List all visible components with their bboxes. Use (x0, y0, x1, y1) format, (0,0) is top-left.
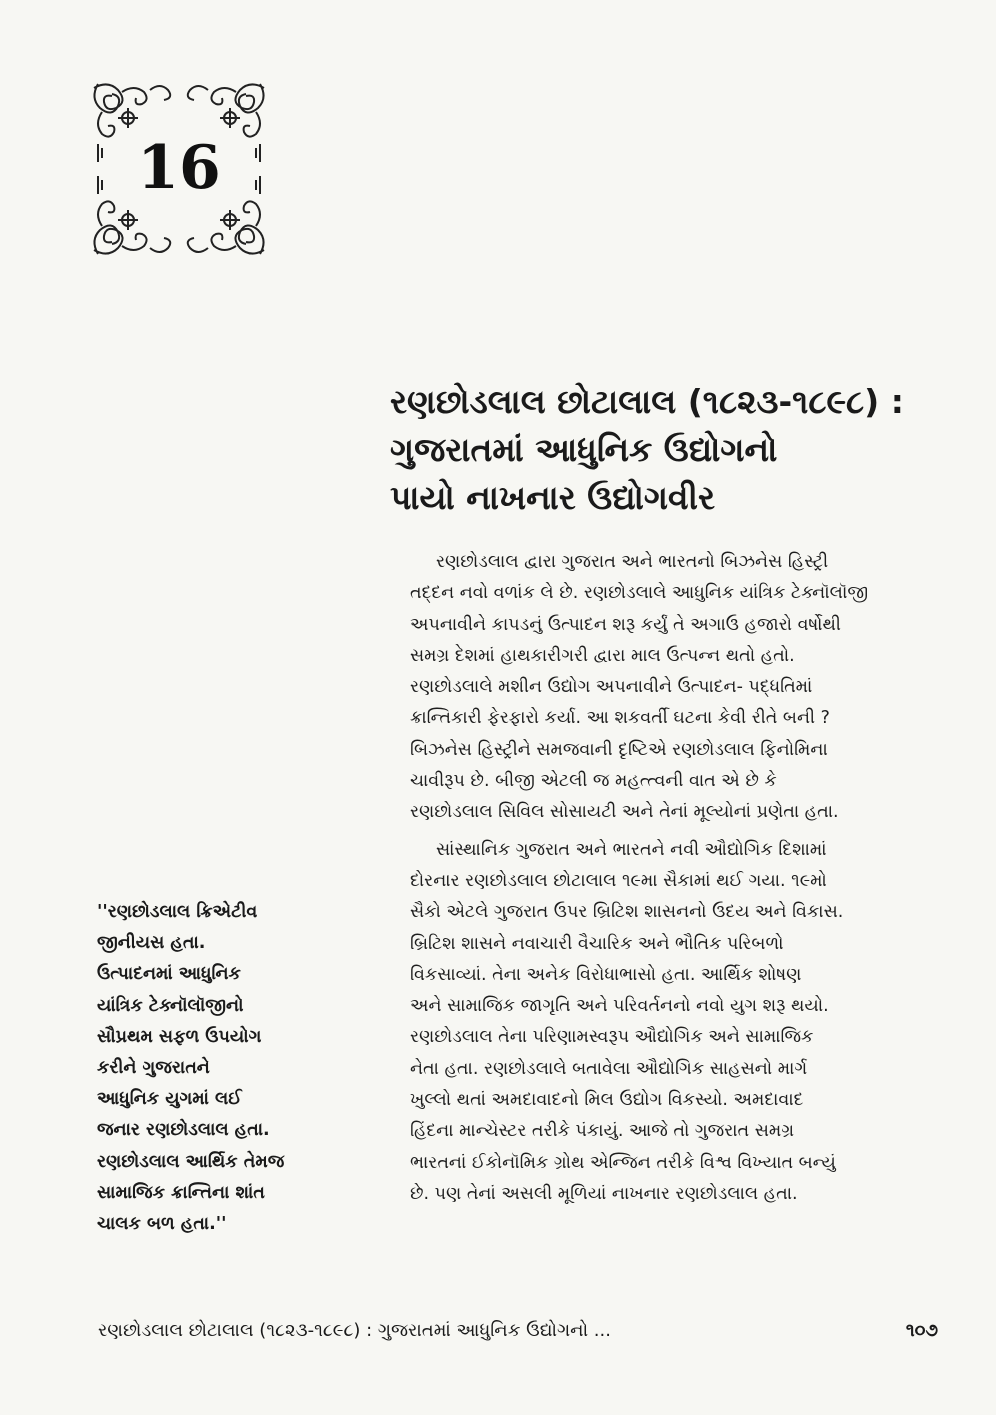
text-line: છે. પણ તેનાં અસલી મૂળિયાં નાખનાર રણછોડલાલ હતા. (410, 1183, 798, 1204)
page-number: ૧૦૭ (905, 1320, 938, 1341)
chapter-title-line: રણછોડલાલ છોટાલાલ (૧૮૨૩-૧૮૯૮) : (390, 382, 904, 421)
pull-quote-line: જનાર રણછોડલાલ હતા. (97, 1120, 270, 1141)
text-line: તદ્દન નવો વળાંક લે છે. રણછોડલાલે આધુનિક યાંત્રિક ટેક્નૉલૉજી (410, 583, 869, 604)
pull-quote-line: ચાલક બળ હતા.'' (97, 1214, 227, 1235)
paragraph (410, 547, 940, 829)
text-line: ક્રાન્તિકારી ફેરફારો કર્યા. આ શકવર્તી ઘટના કેવી રીતે બની ? (410, 708, 830, 729)
pull-quote-line: આધુનિક યુગમાં લઈ (97, 1089, 242, 1110)
chapter-title-line: પાયો નાખનાર ઉદ્યોગવીર (390, 478, 716, 517)
text-line: બ્રિટિશ શાસને નવાચારી વૈચારિક અને ભૌતિક પરિબળો (410, 933, 784, 954)
text-line: રણછોડલાલ દ્વારા ગુજરાત અને ભારતનો બિઝનેસ હિસ્ટ્રી (436, 552, 829, 572)
pull-quote-line: યાંત્રિક ટેક્નૉલૉજીનો (97, 995, 244, 1016)
text-line: ભારતનાં ઈકોનૉમિક ગ્રોથ એન્જિન તરીકે વિશ્વ વિખ્યાત બન્યું (410, 1152, 836, 1173)
text-line: બિઝનેસ હિસ્ટ્રીને સમજવાની દૃષ્ટિએ રણછોડલાલ ફિનોમિના (410, 739, 828, 760)
text-line: અને સામાજિક જાગૃતિ અને પરિવર્તનનો નવો યુગ શરૂ થયો. (410, 996, 829, 1017)
pull-quote-line: કરીને ગુજરાતને (97, 1058, 210, 1079)
pull-quote-line: રણછોડલાલ આર્થિક તેમજ (97, 1151, 285, 1172)
text-line: રણછોડલાલ તેના પરિણામસ્વરૂપ ઔદ્યોગિક અને સામાજિક (410, 1027, 814, 1048)
running-title: રણછોડલાલ છોટાલાલ (૧૮૨૩-૧૮૯૮) : ગુજરાતમાં આધુનિક ઉદ્યોગનો ... (98, 1320, 611, 1341)
chapter-number: 16 (137, 133, 221, 203)
chapter-title (390, 378, 950, 522)
page-footer (98, 1311, 938, 1351)
text-line: નેતા હતા. રણછોડલાલે બતાવેલા ઔદ્યોગિક સાહસનો માર્ગ (410, 1058, 808, 1079)
text-line: ખુલ્લો થતાં અમદાવાદનો મિલ ઉદ્યોગ વિકસ્યો. અમદાવાદ (410, 1090, 804, 1111)
paragraph (410, 835, 940, 1211)
text-line: હિંદના માન્ચેસ્ટર તરીકે પંકાયું. આજે તો ગુજરાત સમગ્ર (410, 1121, 795, 1142)
text-line: દોરનાર રણછોડલાલ છોટાલાલ ૧૯મા સૈકામાં થઈ ગયા. ૧૯મો (410, 870, 827, 891)
pull-quote (97, 897, 367, 1240)
pull-quote-line: ''રણછોડલાલ ક્રિએટીવ (97, 902, 258, 922)
text-line: રણછોડલાલે મશીન ઉદ્યોગ અપનાવીને ઉત્પાદન- પદ્ધતિમાં (410, 677, 813, 698)
text-line: સાંસ્થાનિક ગુજરાત અને ભારતને નવી ઔદ્યોગિક દિશામાં (436, 839, 827, 860)
text-line: સૈકો એટલે ગુજરાત ઉપર બ્રિટિશ શાસનનો ઉદય અને વિકાસ. (410, 902, 844, 923)
chapter-title-line: ગુજરાતમાં આધુનિક ઉદ્યોગનો (390, 430, 778, 469)
text-line: ચાવીરૂપ છે. બીજી એટલી જ મહત્ત્વની વાત એ છે કે (410, 771, 777, 792)
text-line: વિકસાવ્યાં. તેના અનેક વિરોધાભાસો હતા. આર્થિક શોષણ (410, 964, 802, 985)
text-line: રણછોડલાલ સિવિલ સોસાયટી અને તેનાં મૂલ્યોનાં પ્રણેતા હતા. (410, 802, 839, 823)
text-line: સમગ્ર દેશમાં હાથકારીગરી દ્વારા માલ ઉત્પન્ન થતો હતો. (410, 645, 795, 666)
pull-quote-line: જીનીયસ હતા. (97, 933, 206, 954)
pull-quote-line: સૌપ્રથમ સફળ ઉપયોગ (97, 1026, 262, 1047)
text-line: અપનાવીને કાપડનું ઉત્પાદન શરૂ કર્યું તે અગાઉ હજારો વર્ષોથી (410, 614, 841, 635)
pull-quote-line: ઉત્પાદનમાં આધુનિક (97, 964, 241, 985)
body-text (410, 547, 940, 1216)
pull-quote-line: સામાજિક ક્રાન્તિના શાંત (97, 1182, 265, 1203)
